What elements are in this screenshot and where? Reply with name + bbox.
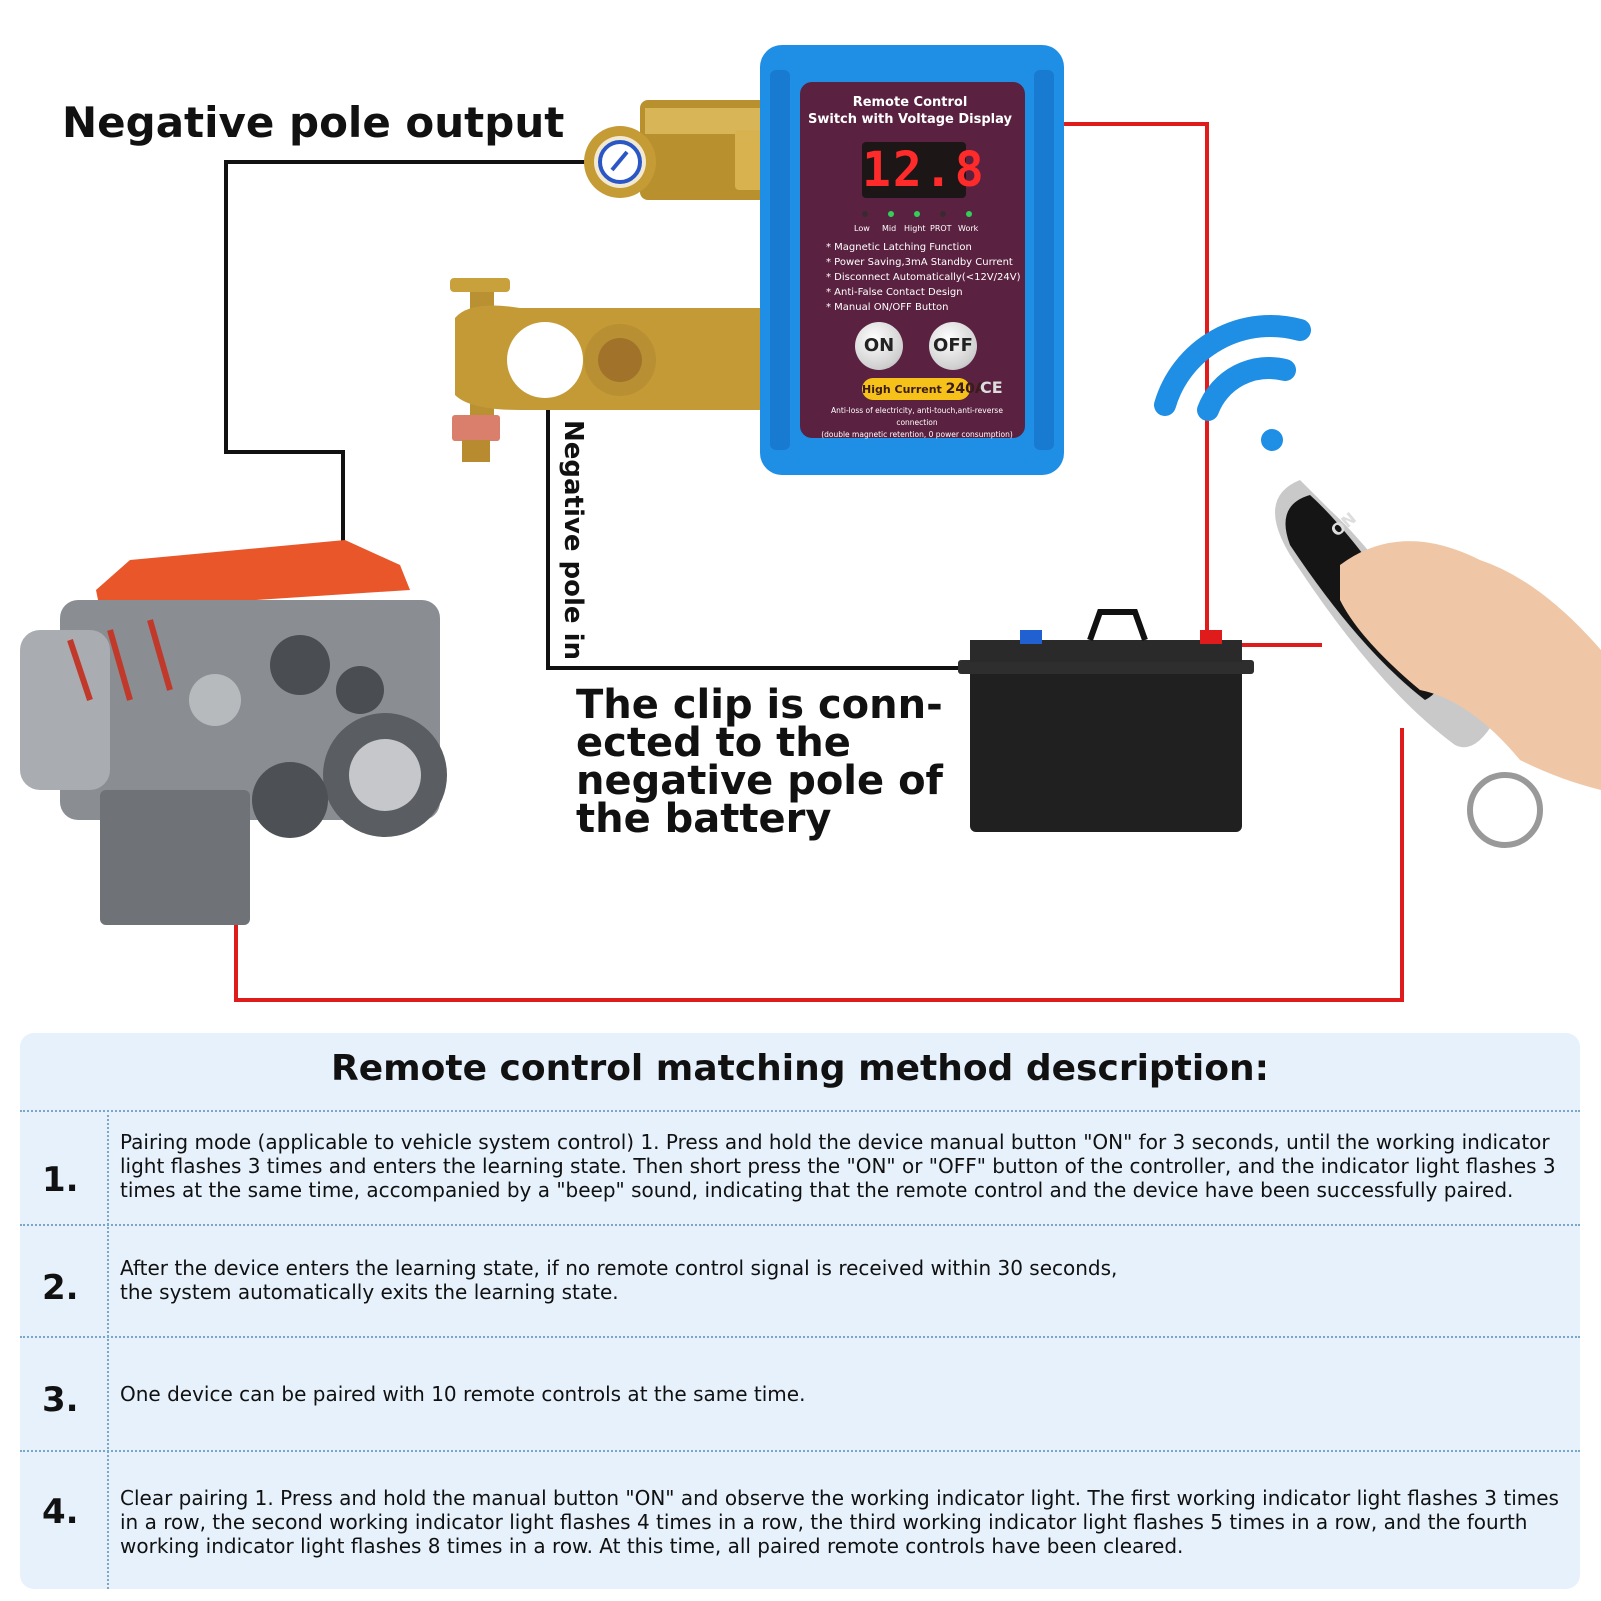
indicator-prot-dot: [940, 211, 946, 217]
indicator-mid-label: Mid: [882, 224, 897, 233]
device-title-line-2: Switch with Voltage Display: [808, 112, 1012, 127]
step-number-4: 4.: [42, 1492, 79, 1532]
engine: [20, 540, 447, 925]
step-number-1: 1.: [42, 1160, 79, 1200]
output-terminal: [584, 100, 770, 200]
device-title: [800, 94, 1020, 128]
feature-4: * Anti-False Contact Design: [826, 287, 963, 298]
step-number-2: 2.: [42, 1268, 79, 1308]
step-number-3: 3.: [42, 1380, 79, 1420]
indicator-mid-dot: [888, 211, 894, 217]
indicator-low-label: Low: [854, 224, 870, 233]
remote-fob: [1275, 480, 1601, 845]
panel-title: Remote control matching method description:: [331, 1048, 1269, 1089]
clip-description: [576, 682, 943, 842]
badge-prefix: High Current: [862, 383, 942, 396]
indicator-high-label: Hight: [904, 224, 926, 233]
battery: [958, 612, 1254, 832]
high-current-badge: [862, 378, 986, 400]
step-text-2: After the device enters the learning state, if no remote control signal is received within 30 seconds, the system automatically exits the learning state.: [120, 1256, 1118, 1304]
device-off-button[interactable]: OFF: [929, 322, 977, 370]
indicator-prot-label: PROT: [930, 224, 952, 233]
indicator-low-dot: [862, 211, 868, 217]
voltage-display: 12.8: [862, 142, 986, 198]
step-text-3: One device can be paired with 10 remote controls at the same time.: [120, 1382, 806, 1406]
indicator-work-label: Work: [958, 224, 979, 233]
row-divider: [20, 1336, 1580, 1338]
device-footer-line-2: (double magnetic retention, 0 power consumption): [821, 430, 1013, 439]
device-on-button[interactable]: ON: [855, 322, 903, 370]
negative-pole-output-label: Negative pole output: [62, 98, 565, 147]
row-divider: [20, 1110, 1580, 1112]
step-text-1: Pairing mode (applicable to vehicle system control) 1. Press and hold the device manual button "ON" for 3 seconds, until the working indicator light flashes 3 times and enters the learning state. Then short press the "ON" or "OFF" button of the controller, and the indicator light flashes 3 times at the same time, accompanied by a "beep" sound, indicating that the remote control and the device have been successfully paired.: [120, 1130, 1556, 1202]
battery-clamp: [450, 278, 770, 462]
remote-on-button[interactable]: ON: [1327, 508, 1360, 541]
clip-line-2: ected to the: [576, 720, 851, 766]
badge-value: 240A: [945, 381, 986, 397]
wifi-icon: [1165, 326, 1300, 451]
device-footer: [812, 405, 1022, 441]
feature-1: * Magnetic Latching Function: [826, 242, 972, 253]
row-divider: [20, 1224, 1580, 1226]
device-footer-line-1: Anti-loss of electricity, anti-touch,anti-reverse connection: [831, 406, 1003, 427]
negative-pole-in-label: Negative pole in: [558, 420, 588, 661]
ce-mark: CE: [980, 378, 1003, 397]
device-title-line-1: Remote Control: [852, 95, 968, 110]
indicator-high-dot: [914, 211, 920, 217]
column-divider: [107, 1110, 109, 1589]
clip-line-4: the battery: [576, 796, 832, 842]
feature-3: * Disconnect Automatically(<12V/24V): [826, 272, 1021, 283]
row-divider: [20, 1450, 1580, 1452]
feature-5: * Manual ON/OFF Button: [826, 302, 949, 313]
clip-line-1: The clip is conn-: [576, 682, 943, 728]
step-text-4: Clear pairing 1. Press and hold the manual button "ON" and observe the working indicator light. The first working indicator light flashes 3 times in a row, the second working indicator light flashes 4 times in a row, the third working indicator light flashes 5 times in a row, and the fourth working indicator light flashes 8 times in a row. At this time, all paired remote controls have been cleared.: [120, 1486, 1559, 1558]
feature-2: * Power Saving,3mA Standby Current: [826, 257, 1013, 268]
clip-line-3: negative pole of: [576, 758, 943, 804]
indicator-work-dot: [966, 211, 972, 217]
